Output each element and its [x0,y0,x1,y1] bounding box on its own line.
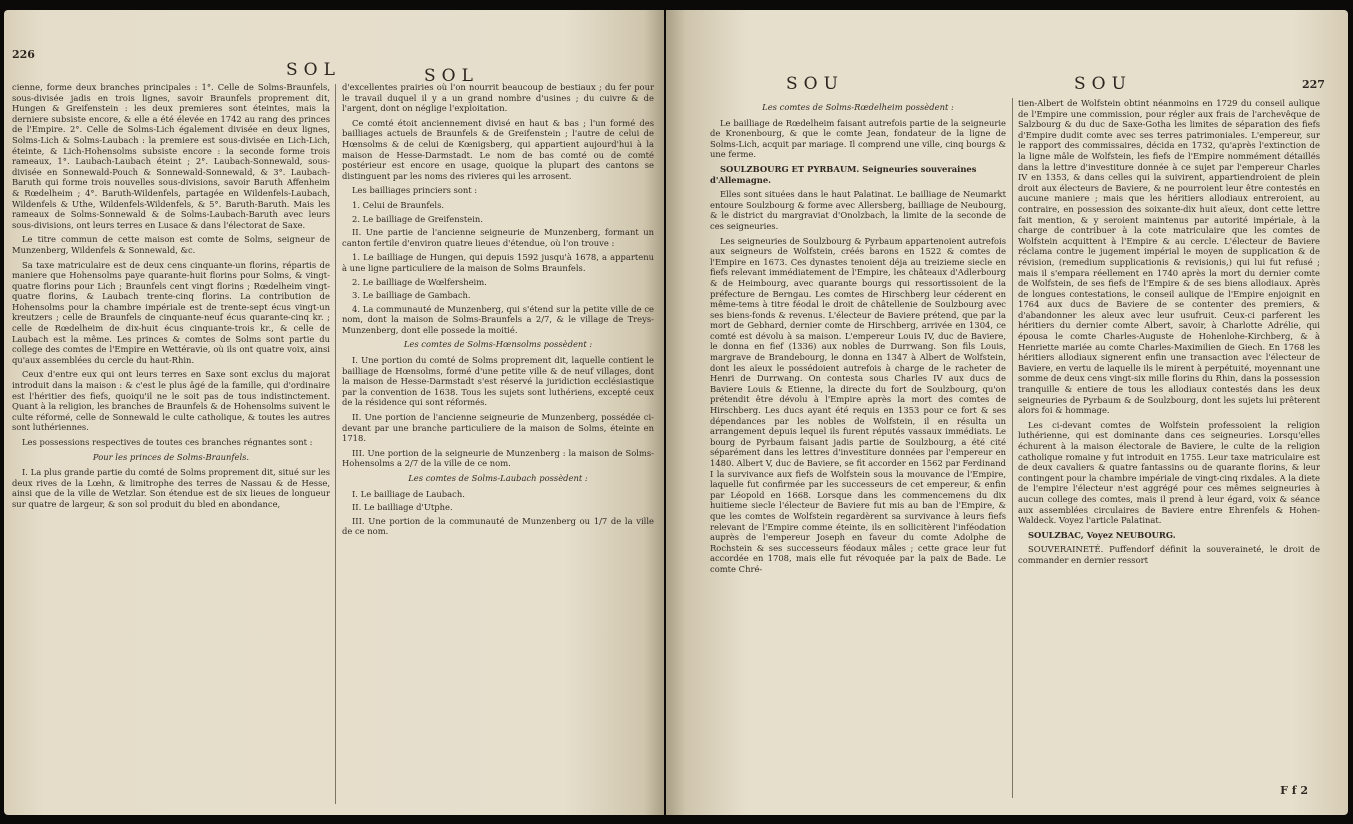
paragraph: Le titre commun de cette maison est comte de Solms, seigneur de Munzenberg, Wildenfels & Sonnewald, &c. [12,234,330,255]
column-divider [335,84,336,804]
section-subhead: Les comtes de Solms-Rœdelheim possèdent : [762,102,954,112]
paragraph: III. Une portion de la seigneurie de Munzenberg : la maison de Solms-Hohensolms a 2/7 de la ville de ce nom. [342,447,654,469]
running-head-secondary: SOL [424,66,479,86]
article-headword: SOULZBOURG ET PYRBAUM. Seigneuries souveraines d'Allemagne. [710,163,977,185]
paragraph: I. Une portion du comté de Solms proprement dit, laquelle contient le bailliage de Hœnsolms, formé d'une petite ville & de neuf villages, dont la maison de Hesse-Darmstadt s'est réservé la juridiction ecclésiastique par la convention de 1638. Tous les sujets sont luthériens, excepté ceux de la résidence qui sont réformés. [342,355,654,408]
paragraph: II. Une partie de l'ancienne seigneurie de Munzenberg, formant un canton fertile d'environ quatre lieues d'étendue, où l'on trouve : [342,227,654,248]
page-number: 226 [12,48,35,61]
left-column-2 [342,82,654,807]
cross-reference: SOULZBAC, Voyez NEUBOURG. [1028,529,1176,540]
paragraph: II. Une portion de l'ancienne seigneurie de Munzenberg, possédée ci-devant par une branche particuliere de la maison de Solms, éteinte en 1718. [342,412,654,444]
paragraph: Les bailliages princiers sont : [352,185,478,196]
paragraph: I. La plus grande partie du comté de Solms proprement dit, situé sur les deux rives de la Lœhn, & limitrophe des terres de Nassau & de Hesse, ainsi que de la ville de Wetzlar. Son étendue est de six lieues de longueur sur quatre de largeur, & son sol produit du bled en abondance, [12,467,330,509]
paragraph: d'excellentes prairies où l'on nourrit beaucoup de bestiaux ; du fer pour le travail duquel il y a un grand nombre d'usines ; du cuivre & de l'argent, dont on néglige l'exploitation. [342,82,654,114]
signature-mark: F f 2 [1280,784,1308,797]
paragraph: cienne, forme deux branches principales : 1°. Celle de Solms-Braunfels, sous-divisée jadis en trois lignes, savoir Braunfels proprement dit, Hungen & Greifenstein : les deux premieres sont éteintes, mais la derniere subsiste encore, & elle a été élevée en 1742 au rang des princes de l'Empire. 2°. Celle de Solms-Lich également divisée en deux lignes, Solms-Lich & Solms-Laubach : la premiere est sous-divisée en Lich-Lich, éteinte, & Lich-Hohensolms subsiste encore : la seconde forme trois rameaux, 1°. Laubach-Laubach éteint ; 2°. Laubach-Sonnewald, sous-divisée en Sonnewald-Pouch & Sonnewald-Sonnewald, & 3°. Laubach-Baruth qui forme trois nouvelles sous-divisions, savoir Baruth Affenheim & Rœdelheim ; 4°. Baruth-Wildenfels, partagée en Wildenfels-Laubach, Wildenfels & Uthe, Wildenfels-Wildenfels, & 5°. Baruth-Baruth. Mais les rameaux de Solms-Sonnewald & de Solms-Laubach-Baruth avec leurs sous-divisions, ont leurs terres en Lusace & dans l'électorat de Saxe. [12,82,330,230]
paragraph: Les possessions respectives de toutes ces branches régnantes sont : [22,437,313,447]
list-item: II. Le bailliage d'Utphe. [352,502,453,513]
paragraph: Le bailliage de Rœdelheim faisant autrefois partie de la seigneurie de Kronenbourg, & que le comte Jean, fondateur de la ligne de Solms-Lich, acquit par mariage. Il comprend une ville, cinq bourgs & une ferme. [710,117,1006,160]
paragraph: Sa taxe matriculaire est de deux cens cinquante-un florins, répartis de maniere que Hohensolms paye quarante-huit florins pour Solms, & vingt-quatre florins pour Lich ; Braunfels cent vingt florins ; Rœdelheim vingt-quatre florins, & Laubach trente-cinq florins. La contribution de Hohensolms pour la chambre impériale est de trente-sept écus vingt-un kreutzers ; celle de Braunfels de cinquante-neuf écus quarante-cinq kr. ; celle de Rœdelheim de dix-huit écus cinquante-trois kr., & celle de Laubach est la même. Les princes & comtes de Solms sont partie du college des comtes de l'Empire en Wettéravie, où ils ont quatre voix, ainsi qu'aux assemblées du cercle du haut-Rhin. [12,259,330,365]
list-item: 2. Le bailliage de Greifenstein. [352,213,483,224]
left-column-1 [12,82,330,807]
list-item: 1. Celui de Braunfels. [352,199,445,210]
section-subhead: Pour les princes de Solms-Braunfels. [92,451,250,462]
list-item: 2. Le bailliage de Wœlfersheim. [352,276,487,287]
column-divider [1012,98,1013,798]
list-item: 4. La communauté de Munzenberg, qui s'étend sur la petite ville de ce nom, dont la maison de Solms-Braunfels a 2/7, & le village de Treys-Munzenberg, dont elle possede la moitié. [342,303,654,335]
right-column-2 [1018,98,1320,788]
paragraph: III. Une portion de la communauté de Munzenberg ou 1/7 de la ville de ce nom. [342,515,654,537]
right-column-1 [710,98,1006,803]
list-item: 3. Le bailliage de Gambach. [352,290,471,301]
running-head-left: SOU [786,74,844,94]
paragraph: Elles sont situées dans le haut Palatinat. Le bailliage de Neumarkt entoure Soulzbourg & forme avec Allersberg, bailliage de Neubourg, & le district du margraviat d'Onolzbach, la limite de la seconde de ces seigneuries. [710,189,1006,231]
paragraph: Ceux d'entre eux qui ont leurs terres en Saxe sont exclus du majorat introduit dans la maison : & c'est le plus âgé de la famille, qui d'ordinaire est l'héritier des fiefs, quoiqu'il ne le soit pas de tous indistinctement. Quant à la religion, les branches de Braunfels & de Hohensolms suivent le culte réformé, celle de Sonnewald le culte catholique, & toutes les autres sont luthériennes. [12,369,330,433]
paragraph: Les ci-devant comtes de Wolfstein professoient la religion luthérienne, qui est dominante dans ces seigneuries. Lorsqu'elles échurent à la maison électorale de Baviere, le culte de la religion catholique romaine y fut introduit en 1755. Leur taxe matriculaire est de deux cavaliers & quatre fantassins ou de quarante florins, & leur contingent pour la chambre impériale de vingt-cinq rixdales. A la diete de l'empire l'électeur n'est aggrégé pour ces mêmes seigneuries à aucun college des comtes, mais il prend à leur égard, voix & séance aux assemblées circulaires de Baviere entre Ehrenfels & Hohen-Waldeck. Voyez l'article Palatinat. [1018,419,1320,526]
paragraph: Les seigneuries de Soulzbourg & Pyrbaum appartenoient autrefois aux seigneurs de Wolfstein, créés barons en 1522 & comtes de l'Empire en 1673. Ces dynastes tenoient déja au treizieme siecle en fiefs relevant immédiatement de l'Empire, les châteaux d'Adlerbourg & de Heimbourg, avec quarante bourgs qui ressortissoient de la préfecture de Berngau. Les comtes de Hirschberg leur céderent en même-tems à titre féodal le droit de châtellenie de Soulzbourg avec ses biens-fonds & revenus. L'électeur de Baviere prétend, que par la mort de Gebhard, dernier comte de Hirschberg, arrivée en 1304, ce comté est dévolu à sa maison. L'empereur Louis IV, duc de Baviere, le donna en fief (1336) aux nobles de Durrwang. Son fils Louis, margrave de Brandebourg, le donna en 1347 à Albert de Wolfstein, dont les aïeux le possédoient autrefois à charge de le racheter de Henri de Durrwang. On contesta sous Charles IV aux ducs de Baviere Louis & Etienne, la directe du fort de Soulzbourg, qu'on prétendit être dévolu à l'Empire après la mort des comtes de Hirschberg. Les ducs ayant été requis en 1353 pour ce fort & ses dépendances par les nobles de Wolfstein, il en résulta un arrangement depuis lequel ils furent réputés vassaux immédiats. Le bourg de Pyrbaum faisant jadis partie de Soulzbourg, a été cité séparément dans les lettres d'investiture données par l'empereur en 1480. Albert V, duc de Baviere, se fit accorder en 1562 par Ferdinand I la survivance aux fiefs de Wolfstein sous la mouvance de l'Empire, laquelle fut confirmée par les successeurs de cet empereur, & enfin par Léopold en 1668. Lorsque dans les commencemens du dix huitieme siecle l'électeur de Baviere fut mis au ban de l'Empire, & que les comtes de Wolfstein regardèrent sa survivance à leurs fiefs relevant de l'Empire comme éteinte, ils en sollicitèrent l'inféodation auprès de l'empereur Joseph en faveur du comte Adolphe de Rochstein & ses successeurs féodaux mâles ; cette grace leur fut accordée en 1708, mais elle fut révoquée par la paix de Bade. Le comte Chré- [710,235,1006,574]
list-item: 1. Le bailliage de Hungen, qui depuis 1592 jusqu'à 1678, a appartenu à une ligne particuliere de la maison de Solms Braunfels. [342,252,654,273]
section-subhead: Les comtes de Solms-Hœnsolms possèdent : [403,339,593,350]
paragraph: Ce comté étoit anciennement divisé en haut & bas ; l'un formé des bailliages actuels de Braunfels & de Greifenstein ; l'autre de celui de Hœnsolms & de celui de Kœnigsberg, qui appartient aujourd'hui à la maison de Hesse-Darmstadt. Le nom de bas comté ou de comté postérieur est encore en usage, quoique la plupart des cantons se distinguent par les noms des rivieres qui les arrosent. [342,117,654,181]
page-number: 227 [1302,78,1325,91]
paragraph: tien-Albert de Wolfstein obtint néanmoins en 1729 du conseil aulique de l'Empire une commission, pour régler aux frais de l'archevêque de Salzbourg & du duc de Saxe-Gotha les limites de séparation des fiefs d'Empire dudit comte avec ses terres patrimoniales. L'empereur, sur le rapport des commissaires, décida en 1732, qu'après l'extinction de la ligne mâle de Wolfstein, les fiefs de l'Empire nommément détaillés dans la lettre d'investiture donnée à ce sujet par l'empereur Charles IV en 1353, & dans celles qui la suivirent, appartiendroient de plein droit aux électeurs de Baviere, & ne pourroient leur être contestés en aucune maniere ; mais que les héritiers allodiaux entreroient, au contraire, en possession des soixante-dix huit aïeux, dont cette lettre fait mention, & y seroient maintenus par autorité impériale, à la charge de contribuer à la cote matriculaire que les comtes de Wolfstein acquittent à l'Empire & au cercle. L'électeur de Baviere réclama contre le jugement impérial le moyen de supplication & de révision, (remedium supplicationis & revisionis,) qui lui fut refusé ; mais il s'empara réellement en 1740 après la mort du dernier comte de Wolfstein, de ses fiefs de l'Empire & de ses biens allodiaux. Après de longues contestations, le conseil aulique de l'Empire enjoignit en 1764 aux ducs de Baviere de se contenter des premiers, & d'abandonner les aleux avec leur usufruit. Ceux-ci parferent les héritiers du dernier comte Albert, savoir, à Charlotte Adrélie, qui épousa le comte Charles-Auguste de Hohenlohe-Kirchberg, & à Henriette mariée au comte Charles-Maximilien de Giech. En 1768 les héritiers allodiaux signerent enfin une transaction avec l'électeur de Baviere, en vertu de laquelle ils le mirent à perpétuité, moyennant une somme de deux cens vingt-six mille florins du Rhin, dans la possession tranquille & entiere de tous les allodiaux contestés dans les deux seigneuries de Pyrbaum & de Soulzbourg, dont les sujets lui prêterent alors foi & hommage. [1018,98,1320,416]
running-head-right: SOU [1074,74,1132,94]
right-page [666,10,1348,815]
left-page [4,10,664,815]
paragraph: SOUVERAINETÉ. Puffendorf définit la souveraineté, le droit de commander en dernier ressort [1018,544,1320,565]
list-item: I. Le bailliage de Laubach. [352,488,465,499]
running-head: SOL [286,60,341,80]
section-subhead: Les comtes de Solms-Laubach possèdent : [408,473,588,483]
